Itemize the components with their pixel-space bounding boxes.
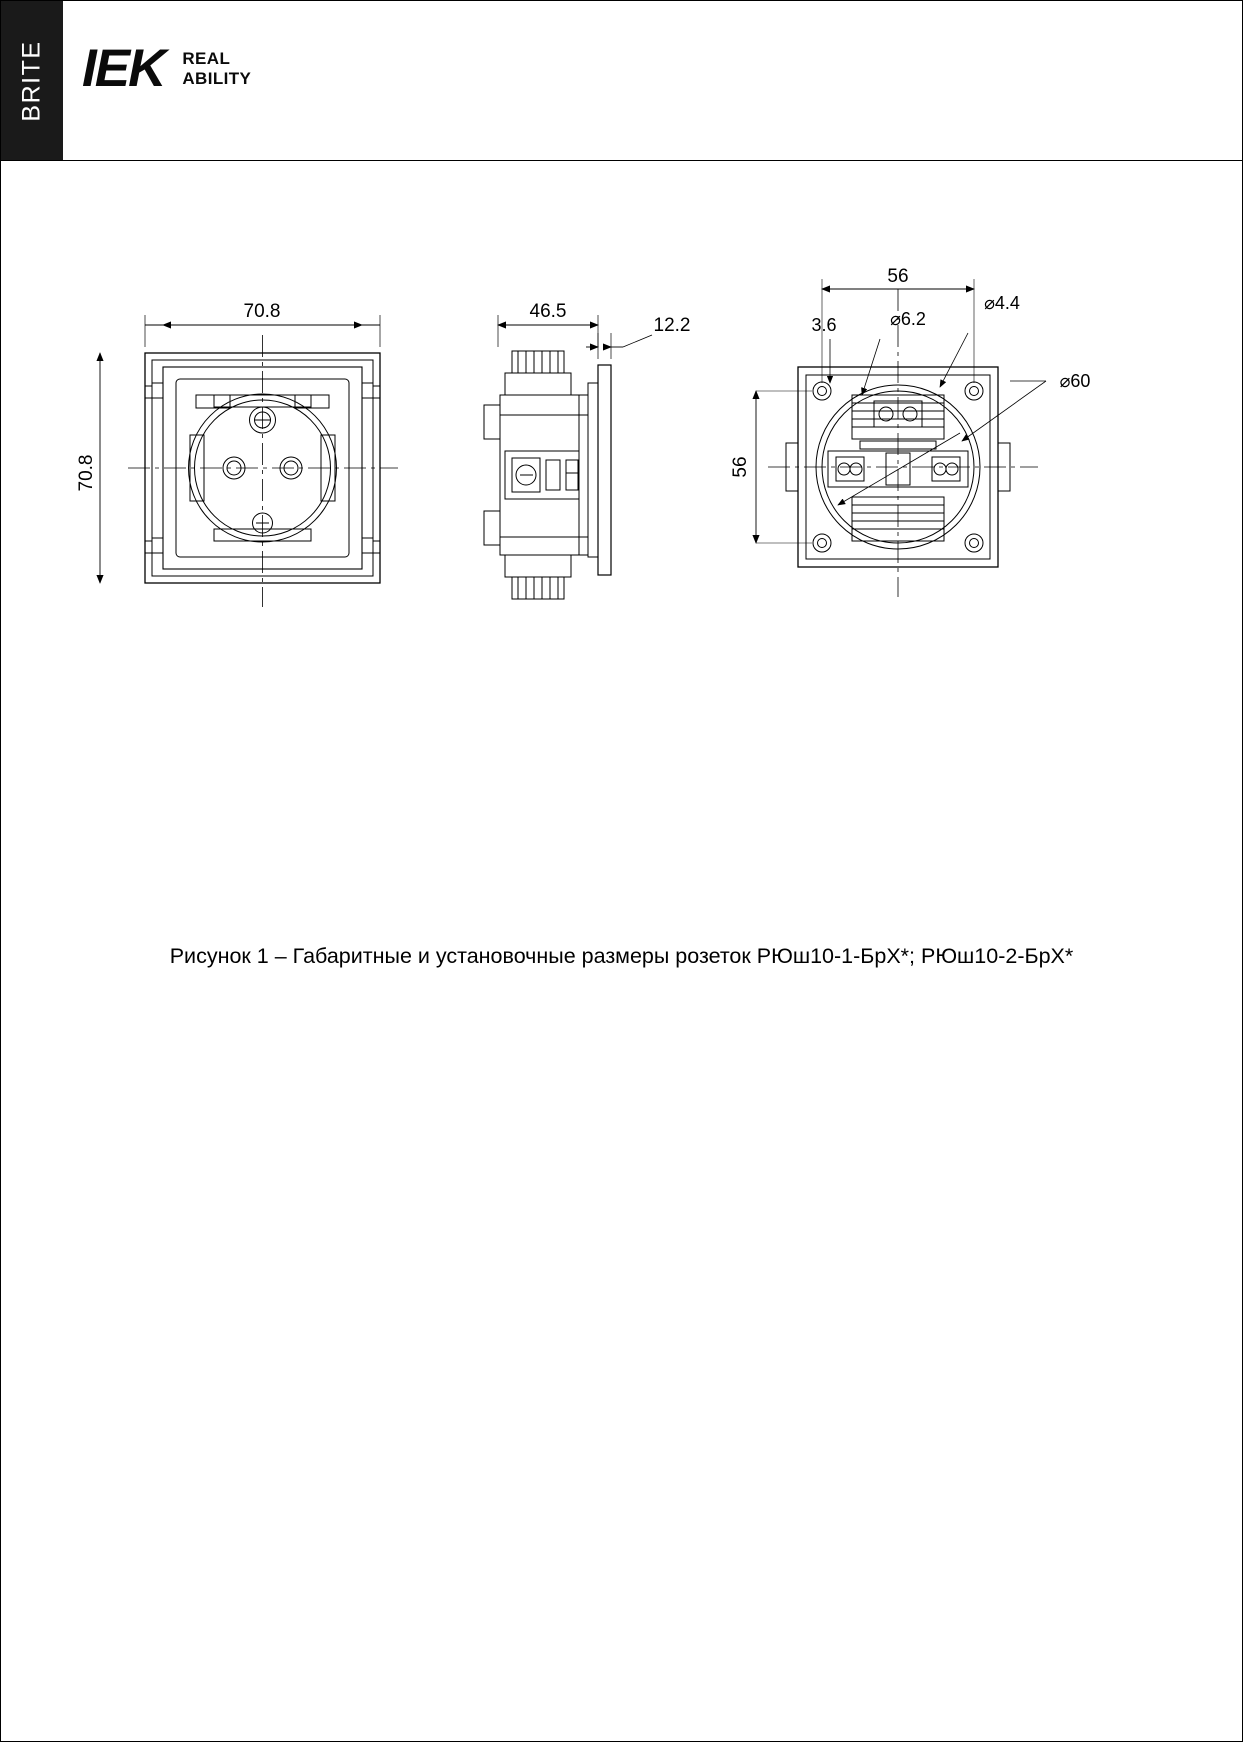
header-divider — [1, 160, 1242, 161]
figure-caption-text: Рисунок 1 – Габаритные и установочные размеры розеток РЮш10-1-БрХ*; РЮш10-2-БрХ* — [169, 944, 1074, 968]
rear-height-label: 56 — [730, 456, 751, 478]
side-view-group — [484, 351, 611, 599]
technical-drawing — [0, 255, 1243, 625]
rear-d36-label: 3.6 — [811, 315, 837, 335]
side-dim-faceplate — [586, 333, 652, 359]
logo-block — [82, 39, 252, 98]
side-depth-label: 46.5 — [529, 301, 567, 322]
figure-caption — [0, 944, 1243, 969]
side-faceplate-label: 12.2 — [653, 315, 691, 336]
rear-d62-label: ⌀6.2 — [890, 309, 926, 329]
front-center-lines — [128, 335, 398, 607]
iek-logo-text: IEK — [82, 39, 165, 98]
brand-tab-label: BRITE — [17, 39, 46, 122]
rear-d44-label: ⌀4.4 — [984, 293, 1020, 313]
rear-width-label: 56 — [887, 266, 909, 287]
logo-tagline — [182, 49, 251, 88]
brand-tab — [1, 1, 63, 160]
front-width-label: 70.8 — [243, 301, 281, 322]
logo-tagline-line1: REAL — [182, 48, 231, 68]
rear-d60-label: ⌀60 — [1059, 371, 1091, 391]
logo-tagline-line2: ABILITY — [182, 68, 252, 88]
front-height-label: 70.8 — [76, 454, 97, 492]
